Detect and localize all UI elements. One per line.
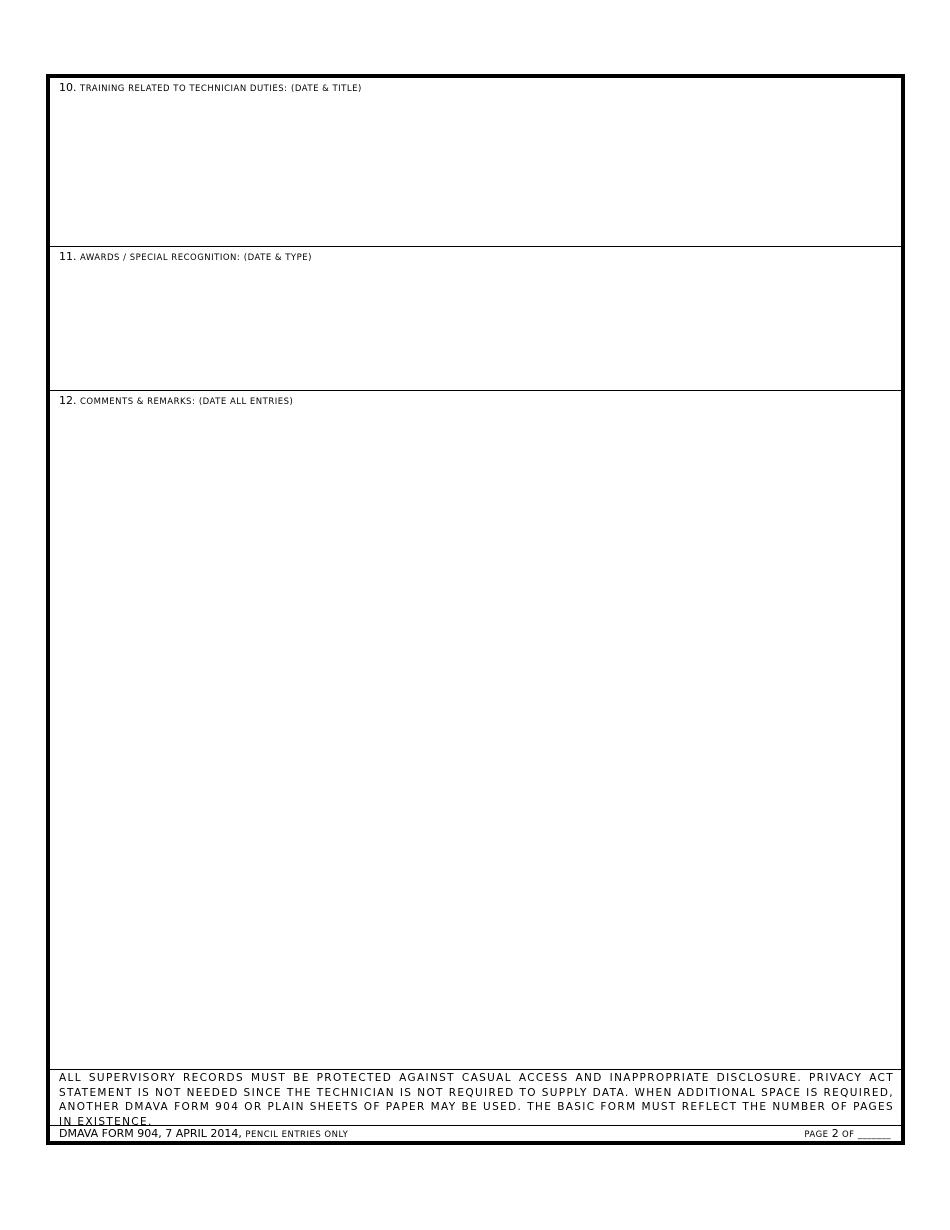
section-awards [50,247,901,391]
section-hint: (DATE & TITLE) [291,84,362,94]
section-training [50,78,901,247]
form-id: DMAVA FORM 904, 7 APRIL 2014, [59,1127,242,1140]
section-number: 10. [59,81,77,94]
section-training-label [59,81,362,96]
section-title: AWARDS / SPECIAL RECOGNITION: [80,253,241,263]
section-title: TRAINING RELATED TO TECHNICIAN DUTIES: [80,84,288,94]
section-hint: (DATE ALL ENTRIES) [198,397,294,407]
training-entry-area[interactable] [50,96,901,246]
page-indicator [804,1127,891,1142]
section-number: 12. [59,394,77,407]
privacy-notice: ALL SUPERVISORY RECORDS MUST BE PROTECTED AGAINST CASUAL ACCESS AND INAPPROPRIATE DISCLOSURE. PRIVACY ACT STATEMENT IS NOT NEEDED SINCE THE TECHNICIAN IS NOT REQUIRED TO SUPPLY DATA. WHEN ADDITIONAL SPACE IS REQUIRED, ANOTHER DMAVA FORM 904 OR PLAIN SHEETS OF PAPER MAY BE USED. THE BASIC FORM MUST REFLECT THE NUMBER OF PAGES IN EXISTENCE. [50,1070,901,1126]
form-footer [50,1126,901,1141]
form-frame [46,74,905,1145]
form-identifier [59,1127,348,1142]
comments-entry-area[interactable] [50,409,901,1069]
pencil-note: PENCIL ENTRIES ONLY [245,1130,349,1140]
section-comments-label [59,394,293,409]
section-number: 11. [59,250,77,263]
page-label: PAGE [804,1130,829,1140]
page-of: OF _______ [841,1130,891,1140]
section-comments [50,391,901,1070]
section-hint: (DATE & TYPE) [243,253,312,263]
awards-entry-area[interactable] [50,265,901,390]
section-awards-label [59,250,312,265]
section-title: COMMENTS & REMARKS: [80,397,196,407]
page-number: 2 [831,1127,839,1140]
